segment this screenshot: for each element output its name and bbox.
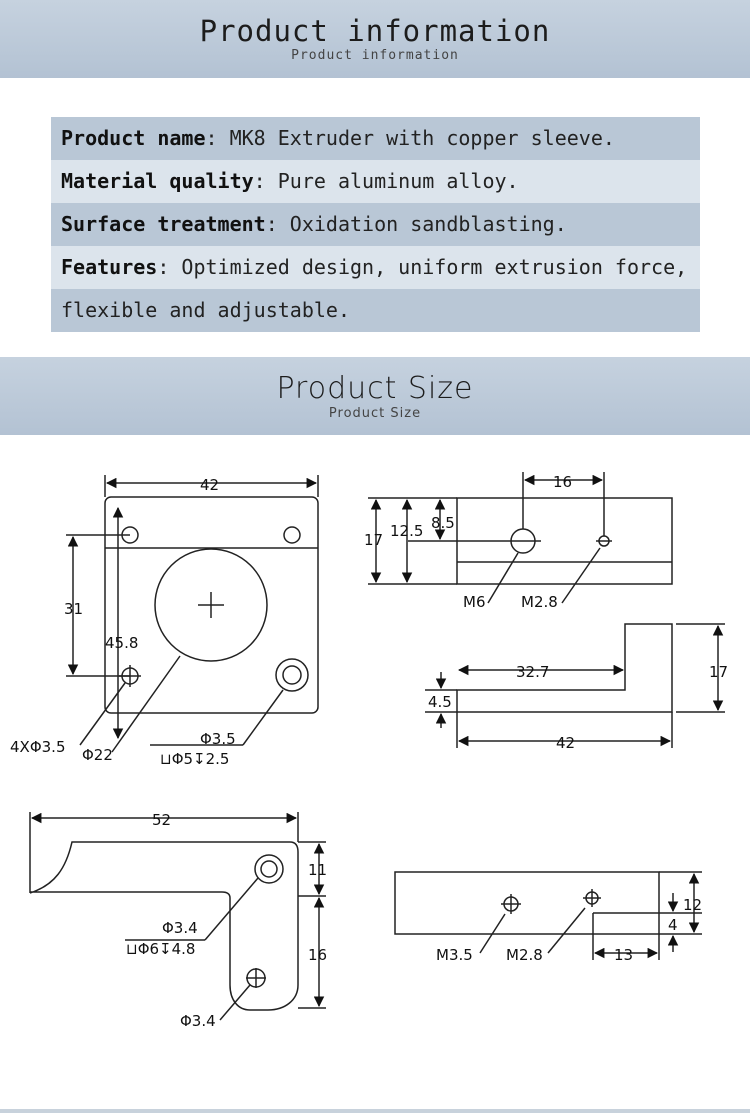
dim-label: ⊔Φ5↧2.5 [160, 750, 230, 768]
info-value: MK8 Extruder with copper sleeve. [229, 126, 615, 150]
dim-label: 31 [64, 600, 84, 618]
dim-label: 12 [683, 896, 703, 914]
technical-drawing-svg [0, 440, 750, 1080]
dim-label: M3.5 [436, 946, 473, 964]
product-size-banner [0, 357, 750, 435]
view-l-profile [425, 624, 725, 748]
dim-label: 13 [614, 946, 634, 964]
info-key: Features [61, 255, 158, 279]
info-key: Surface treatment [61, 212, 266, 236]
dim-label: 4 [668, 916, 678, 934]
dim-label: 16 [308, 946, 328, 964]
dimension-drawing [0, 440, 750, 1080]
info-value: Oxidation sandblasting. [289, 212, 567, 236]
dim-label: M6 [463, 593, 486, 611]
info-row-features-cont [51, 289, 700, 332]
product-information-banner [0, 0, 750, 78]
dim-label: 4XΦ3.5 [10, 738, 66, 756]
section-subtitle: Product information [291, 48, 459, 63]
info-row-surface [51, 203, 700, 246]
info-key: Product name [61, 126, 206, 150]
dim-label: M2.8 [521, 593, 558, 611]
info-row-features [51, 246, 700, 289]
dim-label: 11 [308, 861, 328, 879]
info-sep: : [205, 126, 218, 150]
dim-label: M2.8 [506, 946, 543, 964]
info-value: Pure aluminum alloy. [277, 169, 519, 193]
info-row-product-name [51, 117, 700, 160]
section-subtitle: Product Size [328, 406, 422, 421]
dim-label: Φ3.4 [162, 919, 198, 937]
info-sep: : [253, 169, 266, 193]
dim-label: 16 [553, 473, 573, 491]
info-sep: : [157, 255, 170, 279]
dim-label: 52 [152, 811, 172, 829]
info-row-material [51, 160, 700, 203]
dim-label: 8.5 [431, 514, 455, 532]
dim-label: 4.5 [428, 693, 452, 711]
dim-label: Φ3.4 [180, 1012, 216, 1030]
dim-label: 12.5 [390, 522, 424, 540]
info-sep: : [265, 212, 278, 236]
dim-label: 42 [556, 734, 576, 752]
dim-label: Φ3.5 [200, 730, 236, 748]
info-value: Optimized design, uniform extrusion force, [181, 255, 688, 279]
info-value: flexible and adjustable. [61, 298, 350, 322]
dim-label: ⊔Φ6↧4.8 [126, 940, 196, 958]
dim-label: 17 [709, 663, 729, 681]
dim-label: 17 [364, 531, 384, 549]
dim-label: 42 [200, 476, 220, 494]
section-title: Product Size [276, 371, 474, 406]
view-arm [30, 812, 326, 1020]
product-info-table [51, 117, 700, 332]
bottom-divider [0, 1109, 750, 1113]
dim-label: 32.7 [516, 663, 550, 681]
info-key: Material quality [61, 169, 254, 193]
dim-label: 45.8 [105, 634, 139, 652]
section-title: Product information [199, 14, 551, 48]
dim-label: Φ22 [82, 746, 113, 764]
view-top-plate [66, 475, 318, 752]
